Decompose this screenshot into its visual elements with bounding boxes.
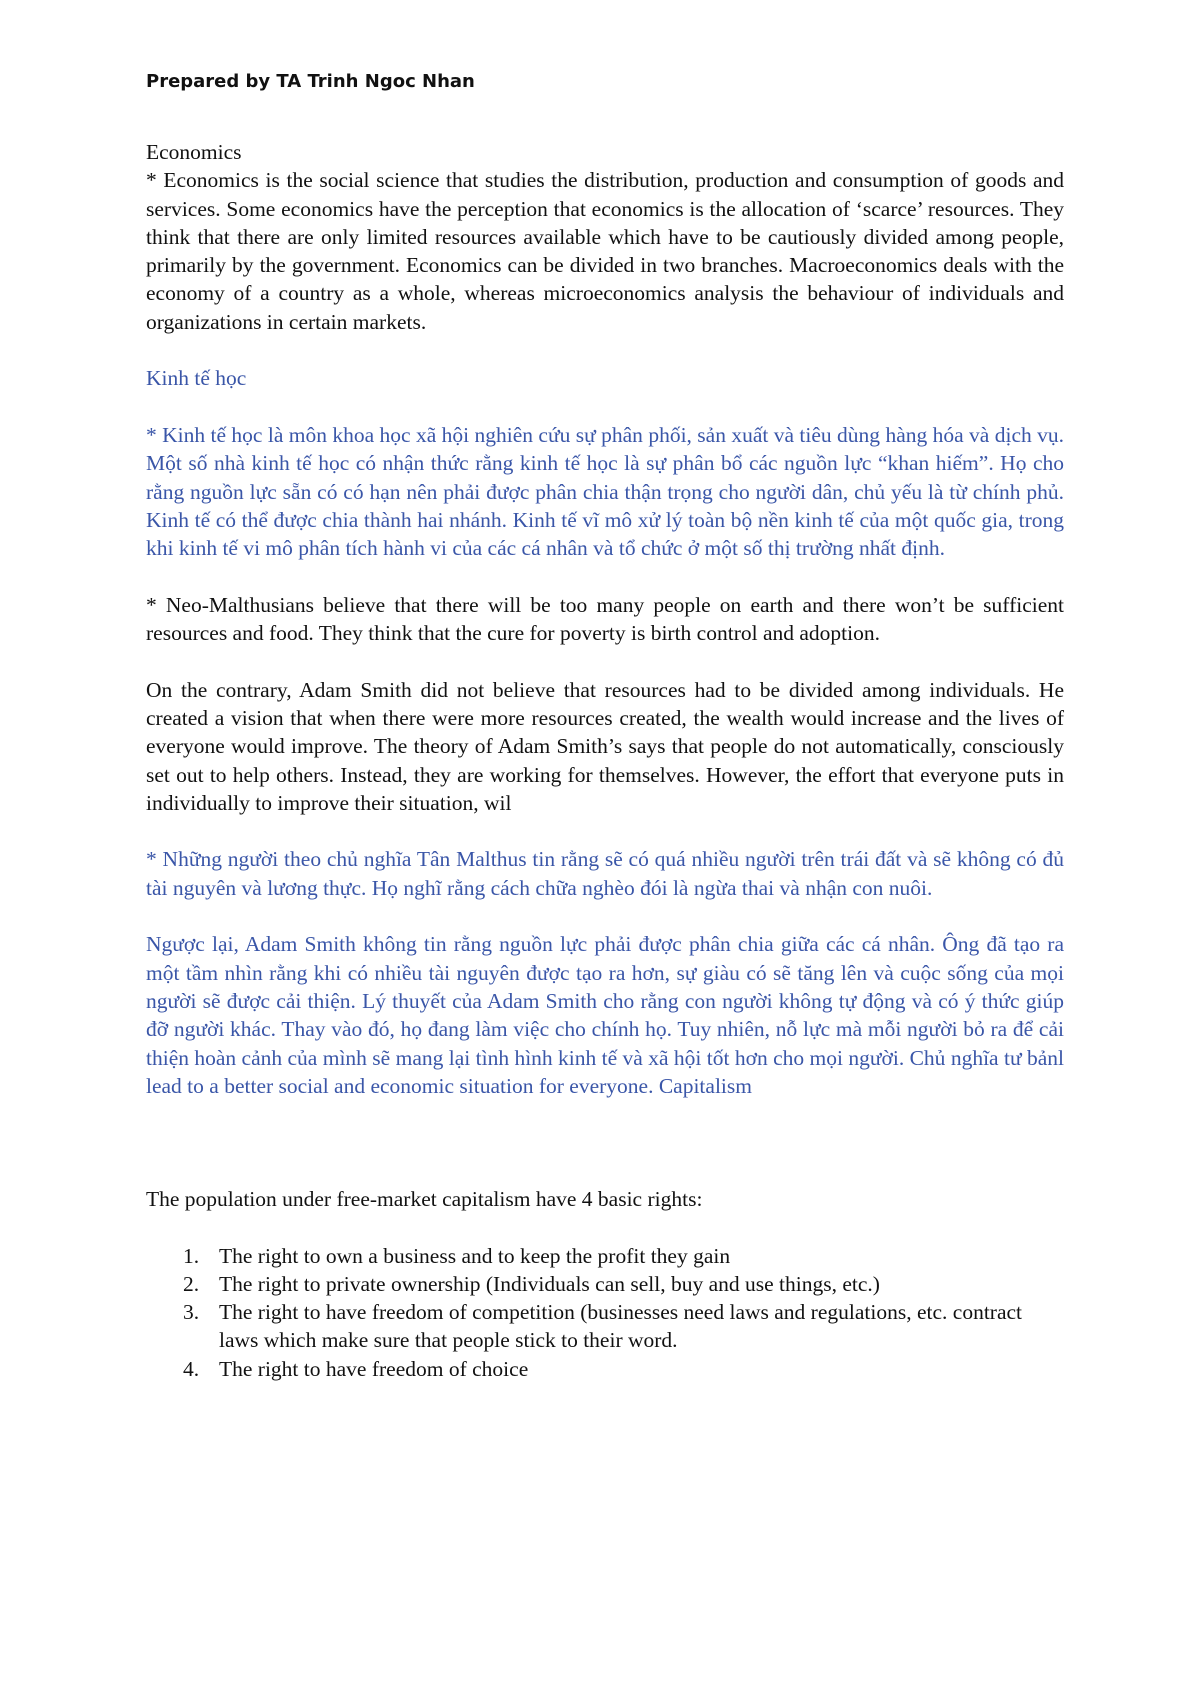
spacer — [146, 647, 1064, 675]
list-item-number: 3. — [183, 1300, 200, 1325]
economics-title: Economics — [146, 140, 242, 164]
rights-list — [146, 1242, 1064, 1383]
kinh-te-hoc-title: Kinh tế học — [146, 366, 247, 391]
spacer — [146, 1157, 1064, 1185]
tan-malthus-paragraph: * Những người theo chủ nghĩa Tân Malthus tin rằng sẽ có quá nhiều người trên trái đất và sẽ không có đủ tài nguyên và lương thực. Họ nghĩ rằng cách chữa nghèo đói là ngừa thai và nhận con nuôi. — [146, 847, 1064, 900]
list-item-number: 1. — [183, 1243, 200, 1268]
adam-smith-vi-paragraph: Ngược lại, Adam Smith không tin rằng nguồn lực phải được phân chia giữa các cá nhân. Ông đã tạo ra một tầm nhìn rằng khi có nhiều tài nguyên được tạo ra hơn, sự giàu có sẽ tăng lên và cuộc sống của mọi người sẽ được cải thiện. Lý thuyết của Adam Smith cho rằng con người không tự động và có ý thức giúp đỡ người khác. Thay vào đó, họ đang làm việc cho chính họ. Tuy nhiên, nỗ lực mà mỗi người bỏ ra để cải thiện hoàn cảnh của mình sẽ mang lại tình hình kinh tế và xã hội tốt hơn cho mọi người. Chủ nghĩa tư bảnl lead to a better social and economic situation for everyone. Capitalism — [146, 932, 1064, 1098]
spacer — [146, 562, 1064, 590]
rights-intro: The population under free-market capitalism have 4 basic rights: — [146, 1186, 703, 1211]
prepared-by-header: Prepared by TA Trinh Ngoc Nhan — [146, 71, 475, 92]
list-item-number: 4. — [183, 1356, 200, 1381]
economics-paragraph: * Economics is the social science that studies the distribution, production and consumption of goods and services. Some economics have the perception that economics is the allocation of ‘scarce’ resources. They think that there are only limited resources available which have to be cautiously divided among people, primarily by the government. Economics can be divided in two branches. Macroeconomics deals with the economy of a country as a whole, whereas microeconomics analysis the behaviour of individuals and organizations in certain markets. — [146, 168, 1064, 334]
spacer — [146, 902, 1064, 930]
spacer — [146, 817, 1064, 845]
spacer — [146, 1100, 1064, 1128]
spacer — [146, 336, 1064, 364]
list-item — [146, 1270, 1064, 1298]
adam-smith-paragraph: On the contrary, Adam Smith did not believe that resources had to be divided among individuals. He created a vision that when there were more resources created, the wealth would increase and the lives of everyone would improve. The theory of Adam Smith’s says that people do not automatically, consciously set out to help others. Instead, they are working for themselves. However, the effort that everyone puts in individually to improve their situation, wil — [146, 677, 1064, 815]
document-page — [146, 70, 1064, 1383]
spacer — [146, 1213, 1064, 1241]
list-item — [146, 1355, 1064, 1383]
list-item-text: The right to have freedom of competition (businesses need laws and regulations, etc. contract laws which make sure that people stick to their word. — [219, 1300, 1023, 1353]
list-item — [146, 1242, 1064, 1270]
list-item-text: The right to have freedom of choice — [219, 1356, 529, 1381]
kinh-te-hoc-paragraph: * Kinh tế học là môn khoa học xã hội nghiên cứu sự phân phối, sản xuất và tiêu dùng hàng hóa và dịch vụ. Một số nhà kinh tế học có nhận thức rằng kinh tế học là sự phân bổ các nguồn lực “khan hiếm”. Họ cho rằng nguồn lực sẵn có có hạn nên phải được phân chia thận trọng cho người dân, chủ yếu là từ chính phủ. Kinh tế có thể được chia thành hai nhánh. Kinh tế vĩ mô xử lý toàn bộ nền kinh tế của một quốc gia, trong khi kinh tế vi mô phân tích hành vi của các cá nhân và tổ chức ở một số thị trường nhất định. — [146, 422, 1064, 561]
list-item-number: 2. — [183, 1271, 200, 1296]
neo-malthusians-paragraph: * Neo-Malthusians believe that there will be too many people on earth and there won’t be sufficient resources and food. They think that the cure for poverty is birth control and adoption. — [146, 592, 1064, 646]
spacer — [146, 1128, 1064, 1156]
spacer — [146, 393, 1064, 421]
list-item — [146, 1298, 1064, 1355]
list-item-text: The right to private ownership (Individuals can sell, buy and use things, etc.) — [219, 1271, 880, 1296]
list-item-text: The right to own a business and to keep the profit they gain — [219, 1243, 731, 1268]
